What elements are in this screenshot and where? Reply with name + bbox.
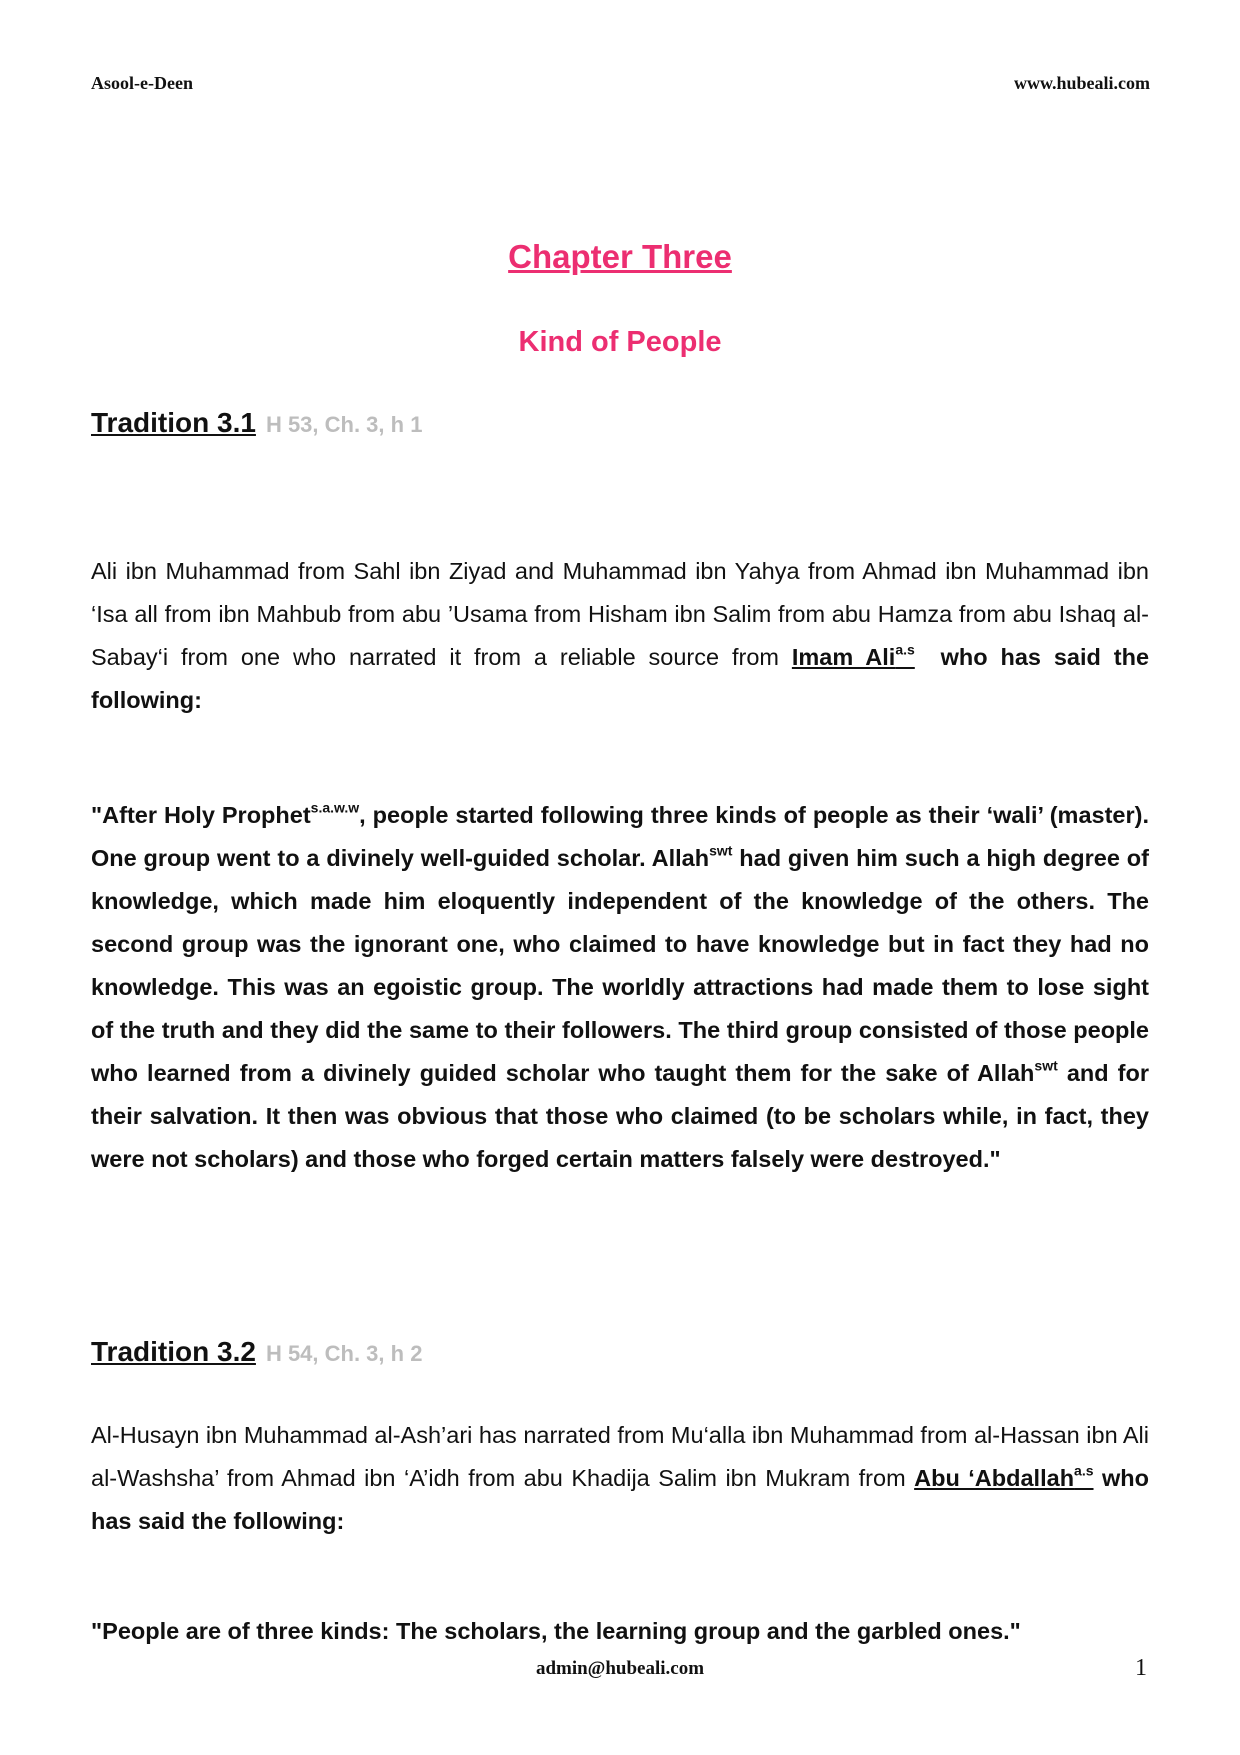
chain-end: who has said the following: <box>91 644 1150 713</box>
tradition-quote <box>91 794 1149 1181</box>
tradition-reference: H 53, Ch. 3, h 1 <box>265 412 423 437</box>
tradition-heading <box>91 407 422 439</box>
narrator-label: Imam Ali <box>791 644 896 670</box>
tradition-reference: H 54, Ch. 3, h 2 <box>265 1341 423 1366</box>
chapter-title: Chapter Three <box>508 238 732 275</box>
quote-honorific: swt <box>709 842 733 859</box>
tradition-title: Tradition 3.1 <box>91 407 256 438</box>
chapter-subtitle: Kind of People <box>518 326 722 358</box>
quote-part: had given him such a high degree of knowledge, which made him eloquently independent of the knowledge of the others. The second group was the ignorant one, who claimed to have knowledge but in fact they had no knowledge. This was an egoistic group. The worldly attractions had made them to lose sight of the truth and they did the same to their followers. The third group consisted of those people who learned from a divinely guided scholar who taught them for the sake of Allah <box>91 845 1149 1086</box>
quote-part: and for their salvation. It then was obvious that those who claimed (to be scholars while, in fact, they were not scholars) and those who forged certain matters falsely were destroyed." <box>91 1060 1149 1172</box>
quote-part: "After Holy Prophet <box>91 802 311 828</box>
chain-text: Al-Husayn ibn Muhammad al-Ash’ari has narrated from Mu‘alla ibn Muhammad from al-Hassan ibn Ali al-Washsha’ from Ahmad ibn ‘A’idh from abu Khadija Salim ibn Mukram from <box>91 1422 1149 1491</box>
narration-chain <box>91 550 1149 722</box>
narrator-honorific: a.s <box>1074 1462 1094 1479</box>
page-number: 1 <box>1135 1655 1147 1681</box>
narrator-name <box>791 641 915 670</box>
header-website[interactable]: www.hubeali.com <box>1013 73 1150 93</box>
narrator-label: Abu ‘Abdallah <box>914 1465 1075 1491</box>
quote-honorific: s.a.w.w <box>310 799 360 816</box>
tradition-heading <box>91 1336 422 1368</box>
footer-email[interactable]: admin@hubeali.com <box>535 1658 705 1679</box>
narrator-name <box>914 1462 1094 1491</box>
quote-honorific: swt <box>1034 1057 1058 1074</box>
tradition-title: Tradition 3.2 <box>91 1336 256 1367</box>
narrator-honorific: a.s <box>895 641 915 658</box>
chain-end: who has said the following: <box>91 1465 1149 1534</box>
quote-part: , people started following three kinds of people as their ‘wali’ (master). One group went to a divinely well-guided scholar. Allah <box>91 802 1149 871</box>
narration-chain <box>91 1414 1149 1543</box>
header-title: Asool-e-Deen <box>91 73 193 93</box>
chain-text: Ali ibn Muhammad from Sahl ibn Ziyad and Muhammad ibn Yahya from Ahmad ibn Muhammad ibn ‘Isa all from ibn Mahbub from abu ’Usama from Hisham ibn Salim from abu Hamza from abu Ishaq al-Sabay‘i from one who narrated it from a reliable source from <box>91 558 1149 670</box>
tradition-quote: "People are of three kinds: The scholars, the learning group and the garbled ones." <box>91 1618 1021 1644</box>
